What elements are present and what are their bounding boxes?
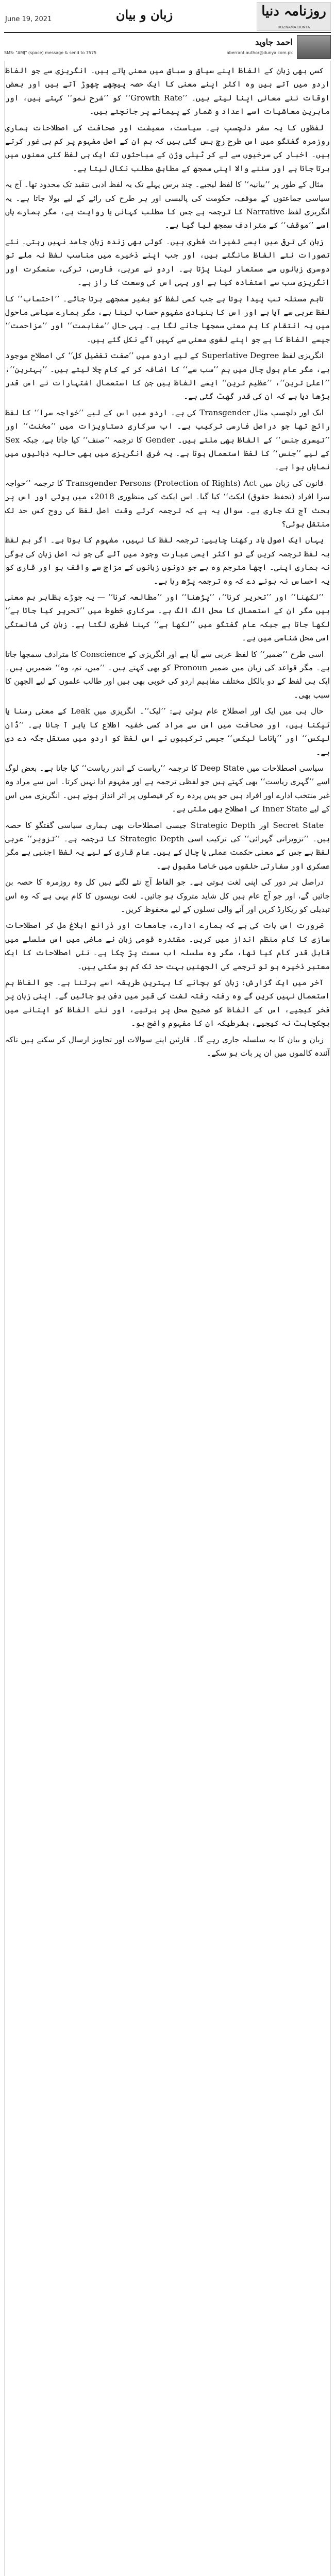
paragraph: Secret State اور Strategic Depth جیسی اصطلاحات بھی ہماری سیاسی گفتگو کا حصہ ہیں۔ ’’تزویراتی گہرائی‘‘ کی ترکیب اسی Strategic Depth کا ترجمہ ہے۔ ’’تزویر‘‘ عربی لفظ ہے جس کے معنی حکمت عملی یا چال کے ہیں۔ عام قاری کے لیے یہ لفظ اجنبی ہے مگر عسکری اور سفارتی حلقوں میں خاصا مقبول ہے۔: [5, 820, 330, 871]
margin-line-left: [4, 61, 5, 2576]
logo-caption: ROZNAMA DUNYA: [277, 25, 310, 29]
paragraph: یہاں ایک اصول یاد رکھنا چاہیے: ترجمہ لفظ کا نہیں، مفہوم کا ہوتا ہے۔ اگر ہم لفظ بہ لفظ ترجمہ کریں گے تو اکثر ایسی عبارت وجود میں آئے گی جو نہ اصل زبان کی ہوگی نہ ہماری اپنی۔ اچھا مترجم وہ ہے جو دونوں زبانوں کے مزاج سے واقف ہو اور قاری کو یہ احساس نہ ہونے دے کہ وہ ترجمہ پڑھ رہا ہے۔: [5, 535, 330, 586]
paragraph: کسی بھی زبان کے الفاظ اپنے سیاق و سباق میں معنی پاتے ہیں۔ انگریزی سے جو الفاظ اردو میں آتے ہیں وہ اکثر اپنے معنی کا ایک حصہ پیچھے چھوڑ آتے ہیں اور بعض اوقات نئے معانی اپنا لیتے ہیں۔ ’’Growth Rate‘‘ کو ’’شرح نمو‘‘ کہتے ہیں، اور ماہرین معاشیات اسے اعداد و شمار کے پیمانے پر جانچتے ہیں۔: [5, 66, 330, 116]
paragraph: سیاسی اصطلاحات میں Deep State کا ترجمہ ’’ریاست کے اندر ریاست‘‘ کیا جاتا ہے۔ بعض لوگ اسے ’’گہری ریاست‘‘ بھی کہتے ہیں جو لفظی ترجمہ ہے اور مفہوم ادا نہیں کرتا۔ اس سے مراد وہ غیر منتخب ادارے اور افراد ہیں جو پس پردہ رہ کر فیصلوں پر اثر انداز ہوتے ہیں۔ انگریزی میں اس کے لیے Inner State کی اصطلاح بھی ملتی ہے۔: [5, 763, 330, 814]
paragraph: آخر میں ایک گزارش: زبان کو بچانے کا بہترین طریقہ اسے برتنا ہے۔ جو الفاظ ہم استعمال نہیں کریں گے وہ رفتہ رفتہ لغت کی قبر میں دفن ہو جائیں گے۔ اپنی زبان پر فخر کیجیے، اس کے الفاظ کو صحیح محل پر برتیے، اور نئے الفاظ کو اپنانے میں ہچکچاہٹ نہ کیجیے، بشرطیکہ ان کا مفہوم واضح ہو۔: [5, 978, 330, 1028]
author-bar: [4, 35, 331, 58]
header-divider: [4, 32, 331, 33]
column-header: [0, 0, 335, 61]
paragraph: زبان کی ترقی میں ایسے تغیرات فطری ہیں۔ کوئی بھی زندہ زبان جامد نہیں رہتی۔ نئے تصورات نئے الفاظ مانگتے ہیں، اور جب اپنے ذخیرے میں مناسب لفظ نہ ملے تو دوسری زبانوں سے مستعار لینا پڑتا ہے۔ اردو نے عربی، فارسی، ترکی، سنسکرت اور انگریزی سب سے استفادہ کیا ہے اور یہی اس کی وسعت کا راز ہے۔: [5, 236, 330, 287]
paragraph: انگریزی لفظ Superlative Degree کے لیے اردو میں ’’صفت تفضیل کل‘‘ کی اصطلاح موجود ہے، مگر عام بول چال میں ہم ’’سب سے‘‘ کا اضافہ کر کے کام چلا لیتے ہیں۔ ’’بہترین‘‘، ’’اعلیٰ ترین‘‘، ’’عظیم ترین‘‘ ایسے الفاظ ہیں جن کا استعمال اشتہارات نے اس قدر بڑھا دیا ہے کہ ان کی قدر گھٹ گئی ہے۔: [5, 351, 330, 401]
paragraph: مثال کے طور پر ’’بیانیہ‘‘ کا لفظ لیجیے۔ چند برس پہلے تک یہ لفظ ادبی تنقید تک محدود تھا۔ آج یہ سیاسی جماعتوں کے موقف، حکومت کی پالیسی اور ہر طرح کی رائے کے لیے بولا جاتا ہے۔ یہ انگریزی لفظ Narrative کا ترجمہ ہے جس کا مطلب کہانی یا روایت ہے، مگر ہمارے ہاں اسے ’’موقف‘‘ کے مترادف سمجھ لیا گیا ہے۔: [5, 180, 330, 230]
paragraph: ’’لکھنا‘‘ اور ’’تحریر کرنا‘‘، ’’پڑھنا‘‘ اور ’’مطالعہ کرنا‘‘ — یہ جوڑے بظاہر ہم معنی ہیں مگر ان کے استعمال کا محل الگ الگ ہے۔ سرکاری خطوط میں ’’تحریر کیا جاتا ہے‘‘ لکھا جاتا ہے جبکہ عام گفتگو میں ’’لکھا ہے‘‘ کہنا فطری لگتا ہے۔ زبان کی شائستگی اسی محل شناسی میں ہے۔: [5, 592, 330, 643]
author-photo: [297, 35, 331, 59]
newspaper-logo: [257, 2, 331, 31]
paragraph: تاہم مسئلہ تب پیدا ہوتا ہے جب کسی لفظ کو بغیر سمجھے برتا جائے۔ ’’احتساب‘‘ کا لفظ عربی سے آیا ہے اور اس کا بنیادی مفہوم حساب لینا ہے، مگر ہمارے سیاسی ماحول میں یہ انتقام کا ہم معنی سمجھا جانے لگا ہے۔ یہی حال ’’مفاہمت‘‘ اور ’’مزاحمت‘‘ جیسے الفاظ کا ہے جو اپنے لغوی معنی سے کہیں آگے نکل گئے ہیں۔: [5, 294, 330, 344]
margin-line-right: [330, 61, 331, 2576]
paragraph: قانون کی زبان میں Transgender Persons (Protection of Rights) Act کا ترجمہ ’’خواجہ سرا افراد (تحفظ حقوق) ایکٹ‘‘ کیا گیا۔ اس ایکٹ کی منظوری 2018ء میں ہوئی اور اس پر بحث آج تک جاری ہے۔ سوال یہ ہے کہ ترجمہ کرتے وقت اصل لفظ کی روح کس حد تک منتقل ہوئی؟: [5, 478, 330, 529]
sms-instruction: SMS: "AMJ" (space) message & send to 7575: [4, 50, 97, 55]
paragraph: زبان و بیان کا یہ سلسلہ جاری رہے گا۔ قارئین اپنے سوالات اور تجاویز ارسال کر سکتے ہیں تاکہ آئندہ کالموں میں ان پر بات ہو سکے۔: [5, 1035, 330, 1058]
paragraph: دراصل ہر دور کی اپنی لغت ہوتی ہے۔ جو الفاظ آج نئے لگتے ہیں کل وہ روزمرہ کا حصہ بن جائیں گے، اور جو آج عام ہیں کل شاید متروک ہو جائیں۔ لغت نویسوں کا کام یہی ہے کہ وہ اس تبدیلی کو ریکارڈ کریں اور آنے والی نسلوں کے لیے محفوظ کریں۔: [5, 877, 330, 914]
paragraph: ایک اور دلچسپ مثال Transgender کی ہے۔ اردو میں اس کے لیے ’’خواجہ سرا‘‘ کا لفظ رائج تھا جو دراصل فارسی ترکیب ہے۔ اب سرکاری دستاویزات میں ’’مخنث‘‘ اور ’’تیسری جنس‘‘ کے الفاظ بھی ملتے ہیں۔ Gender کا ترجمہ ’’صنف‘‘ کیا جاتا ہے، جبکہ Sex کے لیے ’’جنس‘‘ کا لفظ استعمال ہوتا ہے۔ یہ فرق انگریزی میں بھی حالیہ دہائیوں میں نمایاں ہوا ہے۔: [5, 408, 330, 472]
author-email: aberrant.author@dunya.com.pk: [226, 50, 293, 55]
author-name: احمد جاوید: [255, 37, 293, 47]
paragraph: حال ہی میں ایک اور اصطلاح عام ہوئی ہے: ’’لیک‘‘۔ انگریزی میں Leak کے معنی رسنا یا ٹپکنا ہیں، اور صحافت میں اس سے مراد کسی خفیہ اطلاع کا باہر آ جانا ہے۔ ’’ڈان لیکس‘‘ اور ’’پاناما لیکس‘‘ جیسی ترکیبوں نے اس لفظ کو اردو میں مستقل جگہ دے دی ہے۔: [5, 706, 330, 757]
paragraph: لفظوں کا یہ سفر دلچسپ ہے۔ سیاست، معیشت اور صحافت کی اصطلاحات ہماری روزمرہ گفتگو میں اس طرح رچ بس گئی ہیں کہ ہم ان کے اصل مفہوم پر کم ہی غور کرتے ہیں۔ اخبار کی سرخیوں سے لے کر ٹیلی وژن کے مباحثوں تک ایک ہی لفظ کئی معنوں میں برتا جاتا ہے اور سننے والا اپنی سمجھ کے مطابق مطلب نکال لیتا ہے۔: [5, 123, 330, 173]
logo-text: روزنامہ دنیا: [261, 4, 326, 19]
paragraph: ضرورت اس بات کی ہے کہ ہمارے ادارے، جامعات اور ذرائع ابلاغ مل کر اصطلاحات سازی کا کام منظم انداز میں کریں۔ مقتدرہ قومی زبان نے ماضی میں اس سلسلے میں قابل قدر کام کیا تھا، مگر وہ سلسلہ اب سست پڑ چکا ہے۔ نئی اصطلاحات کا ایک معتبر ذخیرہ ہو تو ترجمے کی الجھنیں بہت حد تک کم ہو سکتی ہیں۔: [5, 921, 330, 971]
publish-date: June 19, 2021: [5, 15, 52, 23]
column-title: زبان و بیان: [115, 7, 173, 22]
article-body: [5, 64, 330, 2576]
paragraph: اسی طرح ’’ضمیر‘‘ کا لفظ عربی سے آیا ہے اور انگریزی کے Conscience کا مترادف سمجھا جاتا ہے۔ مگر قواعد کی زبان میں ضمیر Pronoun کو بھی کہتے ہیں۔ ’’میں، تم، وہ‘‘ ضمیریں ہیں۔ ایک ہی لفظ کے دو بالکل مختلف مفاہیم اردو کی خوبی بھی ہیں اور طالب علموں کے لیے الجھن کا سبب بھی۔: [5, 649, 330, 700]
